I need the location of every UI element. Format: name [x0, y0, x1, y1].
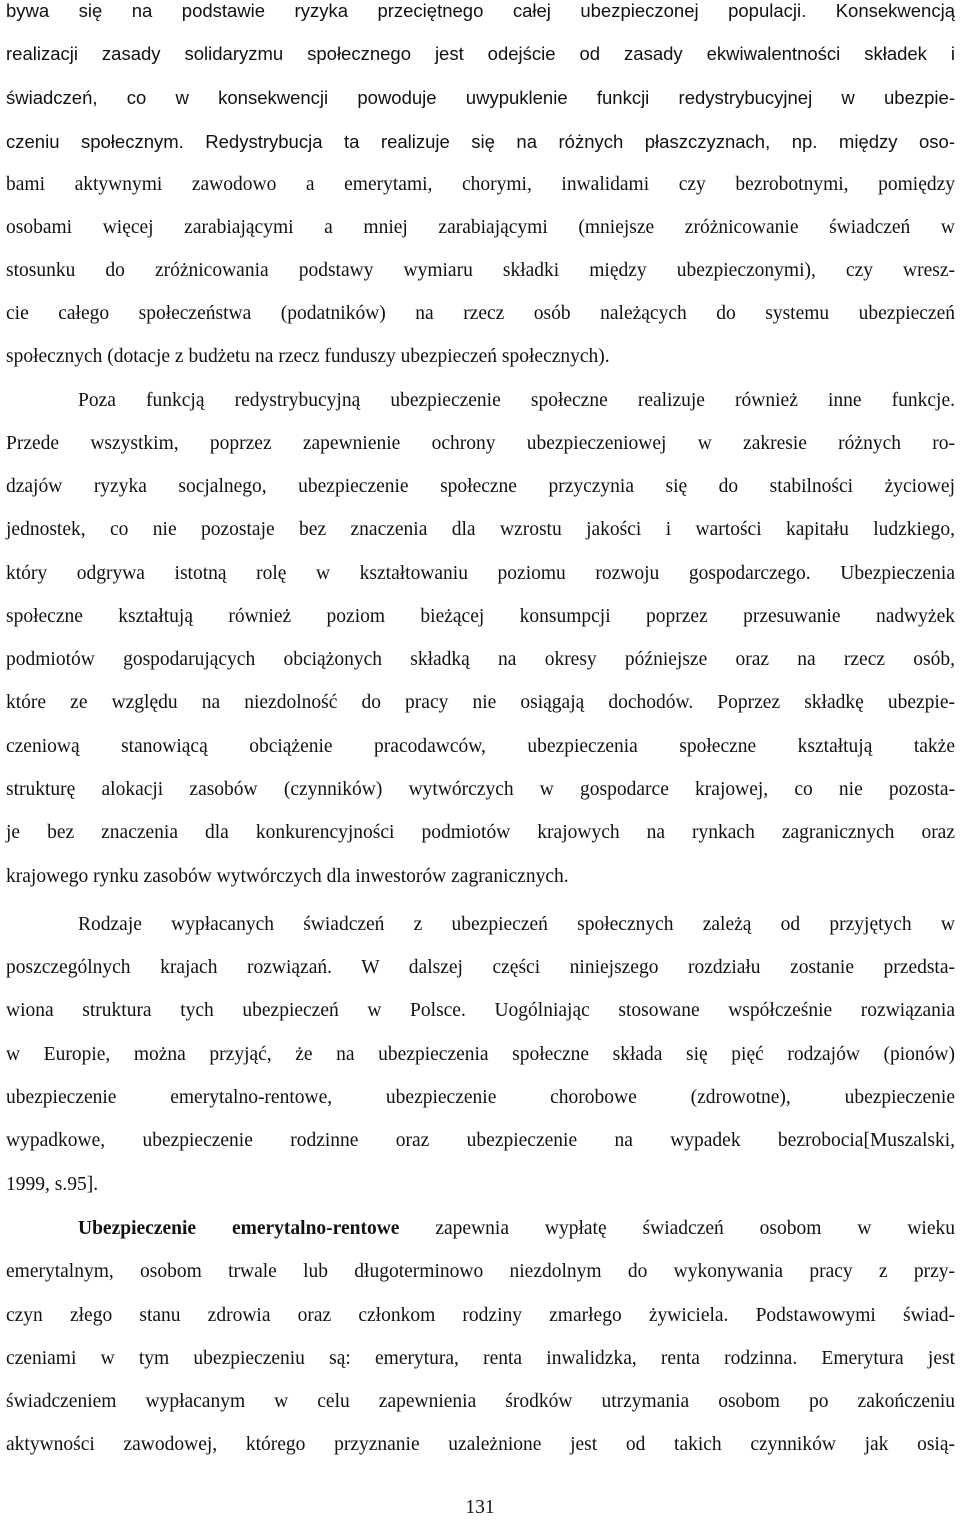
- text-line-7: stosunku do zróżnicowania podstawy wymiaru składki między ubezpieczonymi), czy wresz-: [6, 260, 955, 281]
- text-line-3: świadczeń, co w konsekwencji powoduje uwypuklenie funkcji redystrybucyjnej w ubezpie-: [6, 87, 955, 108]
- text-line-13: jednostek, co nie pozostaje bez znaczenia dla wzrostu jakości i wartości kapitału ludzkiego,: [6, 519, 955, 540]
- text-line-23: poszczególnych krajach rozwiązań. W dalszej części niniejszego rozdziału zostanie przedsta-: [6, 957, 955, 978]
- text-line-10: Poza funkcją redystrybucyjną ubezpieczenie społeczne realizuje również inne funkcje.: [78, 390, 955, 411]
- text-line-18: czeniową stanowiącą obciążenie pracodawców, ubezpieczenia społeczne kształtują także: [6, 736, 955, 757]
- text-line-9: społecznych (dotacje z budżetu na rzecz funduszy ubezpieczeń społecznych).: [6, 346, 610, 367]
- text-line-34: aktywności zawodowej, którego przyznanie uzależnione jest od takich czynników jak osią-: [6, 1434, 955, 1455]
- text-line-22: Rodzaje wypłacanych świadczeń z ubezpieczeń społecznych zależą od przyjętych w: [78, 914, 955, 935]
- text-line-5: bami aktywnymi zawodowo a emerytami, chorymi, inwalidami czy bezrobotnymi, pomiędzy: [6, 174, 955, 195]
- text-line-27: wypadkowe, ubezpieczenie rodzinne oraz ubezpieczenie na wypadek bezrobocia[Muszalski,: [6, 1130, 955, 1151]
- text-line-19: strukturę alokacji zasobów (czynników) wytwórczych w gospodarce krajowej, co nie pozosta-: [6, 779, 955, 800]
- text-line-21: krajowego rynku zasobów wytwórczych dla inwestorów zagranicznych.: [6, 866, 569, 887]
- text-line-12: dzajów ryzyka socjalnego, ubezpieczenie społeczne przyczynia się do stabilności życiowej: [6, 476, 955, 497]
- text-line-2: realizacji zasady solidaryzmu społecznego jest odejście od zasady ekwiwalentności składek i: [6, 43, 955, 64]
- text-line-32: czeniami w tym ubezpieczeniu są: emerytura, renta inwalidzka, renta rodzinna. Emerytura jest: [6, 1348, 955, 1369]
- text-line-11: Przede wszystkim, poprzez zapewnienie ochrony ubezpieczeniowej w zakresie różnych ro-: [6, 433, 955, 454]
- page-number: 131: [465, 1497, 495, 1518]
- text-line-14: który odgrywa istotną rolę w kształtowaniu poziomu rozwoju gospodarczego. Ubezpieczenia: [6, 563, 955, 584]
- text-line-4: czeniu społecznym. Redystrybucja ta realizuje się na różnych płaszczyznach, np. między oso-: [6, 131, 955, 152]
- text-line-8: cie całego społeczeństwa (podatników) na rzecz osób należących do systemu ubezpieczeń: [6, 303, 955, 324]
- text-line-26: ubezpieczenie emerytalno-rentowe, ubezpieczenie chorobowe (zdrowotne), ubezpieczenie: [6, 1087, 955, 1108]
- text-line-29: [78, 1214, 955, 1244]
- text-line-1: bywa się na podstawie ryzyka przeciętnego całej ubezpieczonej populacji. Konsekwencją: [6, 0, 955, 21]
- text-line-25: w Europie, można przyjąć, że na ubezpieczenia społeczne składa się pięć rodzajów (pionów): [6, 1044, 955, 1065]
- text-line-31: czyn złego stanu zdrowia oraz członkom rodziny zmarłego żywiciela. Podstawowymi świad-: [6, 1305, 955, 1326]
- text-line-29-rest: zapewnia wypłatę świadczeń osobom w wieku: [399, 1218, 955, 1239]
- text-line-30: emerytalnym, osobom trwale lub długoterminowo niezdolnym do wykonywania pracy z przy-: [6, 1261, 955, 1282]
- bold-term: Ubezpieczenie emerytalno-rentowe: [78, 1218, 400, 1239]
- text-line-20: je bez znaczenia dla konkurencyjności podmiotów krajowych na rynkach zagranicznych oraz: [6, 822, 955, 843]
- text-line-15: społeczne kształtują również poziom bieżącej konsumpcji poprzez przesuwanie nadwyżek: [6, 606, 955, 627]
- text-line-6: osobami więcej zarabiającymi a mniej zarabiającymi (mniejsze zróżnicowanie świadczeń w: [6, 217, 955, 238]
- text-line-17: które ze względu na niezdolność do pracy nie osiągają dochodów. Poprzez składkę ubezpie-: [6, 692, 955, 713]
- text-line-28: 1999, s.95].: [6, 1174, 99, 1195]
- text-line-33: świadczeniem wypłacanym w celu zapewnienia środków utrzymania osobom po zakończeniu: [6, 1391, 955, 1412]
- text-line-24: wiona struktura tych ubezpieczeń w Polsce. Uogólniając stosowane współcześnie rozwiązania: [6, 1000, 955, 1021]
- text-line-16: podmiotów gospodarujących obciążonych składką na okresy późniejsze oraz na rzecz osób,: [6, 649, 955, 670]
